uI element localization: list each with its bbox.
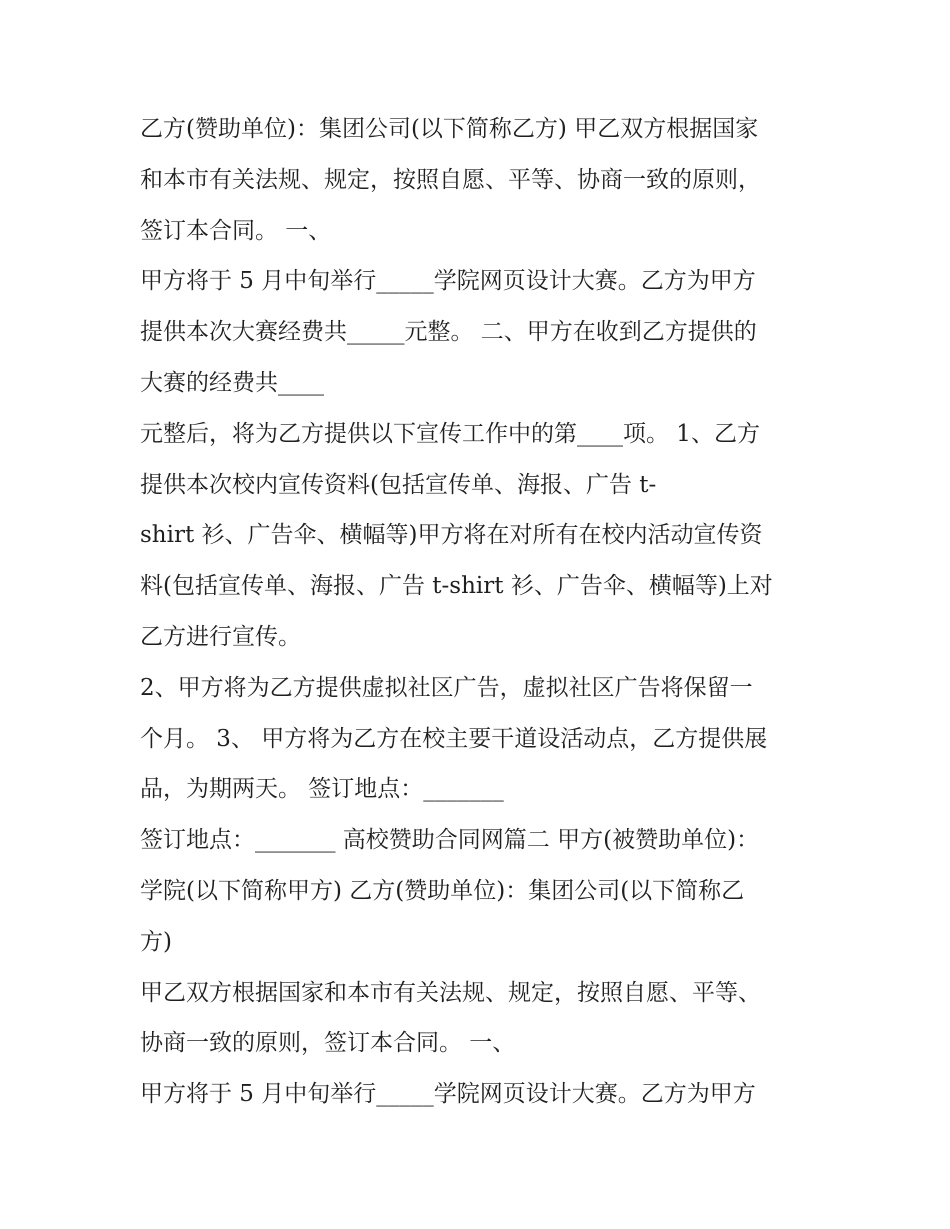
text-line-3: 签订本合同。 一、 [140, 217, 332, 244]
text-line-19: 协商一致的原则，签订本合同。 一、 [140, 1030, 516, 1057]
text-line-4: 甲方将于 5 月中旬举行_____学院网页设计大赛。乙方为甲方 [140, 268, 756, 295]
text-line-13: 个月。 3、 甲方将为乙方在校主要干道设活动点，乙方提供展 [140, 725, 768, 752]
text-line-9: shirt 衫、广告伞、横幅等)甲方将在对所有在校内活动宣传资 [140, 522, 763, 549]
text-line-16: 学院(以下简称甲方) 乙方(赞助单位)：集团公司(以下简称乙 [140, 877, 745, 904]
text-line-5: 提供本次大赛经费共_____元整。 二、甲方在收到乙方提供的 [140, 319, 757, 346]
text-line-1: 乙方(赞助单位)：集团公司(以下简称乙方) 甲乙双方根据国家 [140, 116, 759, 142]
text-line-7: 元整后，将为乙方提供以下宣传工作中的第____项。 1、乙方 [140, 420, 760, 447]
contract-text [140, 104, 820, 1120]
text-line-20: 甲方将于 5 月中旬举行_____学院网页设计大赛。乙方为甲方 [140, 1081, 756, 1108]
text-line-10: 料(包括宣传单、海报、广告 t-shirt 衫、广告伞、横幅等)上对 [140, 573, 773, 600]
text-line-6: 大赛的经费共____ [140, 369, 324, 396]
text-line-14: 品，为期两天。 签订地点：_______ [140, 776, 504, 803]
text-line-12: 2、甲方将为乙方提供虚拟社区广告，虚拟社区广告将保留一 [140, 674, 753, 701]
text-line-15: 签订地点：_______ 高校赞助合同网篇二 甲方(被赞助单位)： [140, 827, 760, 854]
text-line-18: 甲乙双方根据国家和本市有关法规、规定，按照自愿、平等、 [140, 979, 761, 1006]
text-line-2: 和本市有关法规、规定，按照自愿、平等、协商一致的原则， [140, 166, 761, 193]
text-line-17: 方) [140, 928, 172, 955]
text-line-11: 乙方进行宣传。 [140, 623, 301, 650]
text-line-8: 提供本次校内宣传资料(包括宣传单、海报、广告 t- [140, 471, 657, 498]
